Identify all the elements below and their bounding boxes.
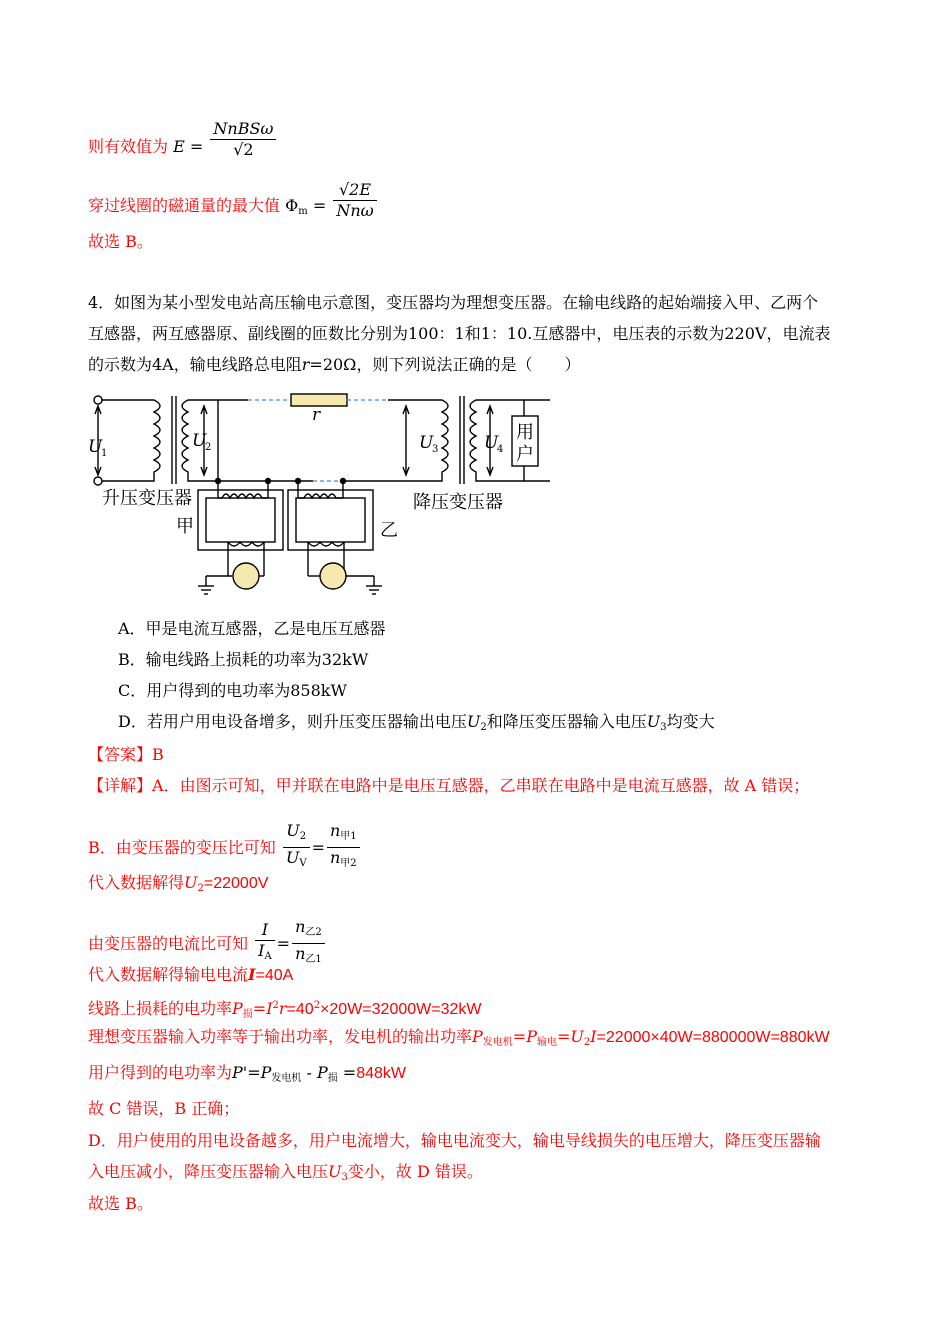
voltage-ratio-fraction: $\frac{U_2}{U_V}$: [283, 821, 310, 874]
label-U2-sub: 2: [205, 442, 212, 453]
question-line-1: 4．如图为某小型发电站高压输电示意图，变压器均为理想变压器。在输电线路的起始端接入甲、乙两个: [88, 293, 819, 312]
detail-a-line: [88, 775, 809, 797]
flux-fraction: [333, 180, 376, 221]
ratio-voltage-line: B．由变压器的变压比可知 $\frac{U_2}{U_V}$ = $\frac{n_{甲1}}{n_{甲2}}$: [88, 822, 362, 875]
label-user-bottom: 户: [516, 444, 534, 465]
flux-lhs: Φ: [285, 196, 299, 215]
solve-u2-line: 代入数据解得$U_2=22000V$: [88, 873, 269, 894]
detail-d-line-1: D．用户使用的用电设备越多，用户电流增大，输电电流变大，输电导线损失的电压增大，降压变压器输: [88, 1131, 821, 1150]
detail-a: A．由图示可知，甲并联在电路中是电压互感器，乙串联在电路中是电流互感器，故 A 错误；: [152, 776, 810, 795]
flux-max-line: 穿过线圈的磁通量的最大值 $\Phi_m$ = $\frac{√2E}{\text{Nnω}}$: [88, 186, 379, 227]
current-turns-fraction: $\frac{n_{乙2}}{n_{乙1}}$: [292, 917, 325, 970]
detail-d-line-2: 入电压减小，降压变压器输入电压$U_3$变小，故 D 错误。: [88, 1162, 483, 1183]
effective-denominator: √2: [233, 140, 254, 159]
flux-denominator: Nnω: [336, 201, 374, 220]
label-yi: 乙: [380, 520, 398, 541]
voltmeter: [233, 563, 259, 589]
question-line-3-a: 的示数为4A，输电线路总电阻: [88, 355, 302, 374]
label-U1: U: [88, 437, 103, 457]
prev-choose: 故选 B。: [88, 232, 153, 251]
effective-lhs: E: [173, 137, 185, 156]
question-line-3-b: =20Ω，则下列说法正确的是（ ）: [309, 355, 581, 374]
ammeter: [320, 563, 346, 589]
loss-power-line: 线路上损耗的电功率$P_损=I^2r=40^2\times 20W=32000W=32kW$: [88, 999, 482, 1020]
conclude-c-line: 故 C 错误，B 正确；: [88, 1099, 240, 1118]
label-jia: 甲: [176, 516, 194, 537]
option-a[interactable]: A．甲是电流互感器，乙是电压互感器: [118, 619, 386, 638]
label-U3: U: [419, 433, 434, 453]
terminal-top: [94, 396, 102, 404]
solve-i-line: 代入数据解得输电电流I=40A: [88, 965, 294, 984]
user-power-line: 用户得到的电功率为$P'=P_{发电机} - P_损 =848kW$: [88, 1063, 406, 1084]
option-d[interactable]: D．若用户用电设备增多，则升压变压器输出电压$U_2$和降压变压器输入电压$U_3$均变大: [118, 712, 715, 733]
transformer-yi: [288, 490, 373, 550]
generator-power-line: 理想变压器输入功率等于输出功率，发电机的输出功率$P_{发电机}=P_{输电}=U_2I=22000\times 40W=880000W=880kW$: [88, 1027, 830, 1048]
option-c[interactable]: C．用户得到的电功率为858kW: [118, 681, 347, 700]
flux-prefix: 穿过线圈的磁通量的最大值: [88, 196, 281, 215]
effective-value-line: 则有效值为 E = $\frac{\text{NnBSω}}{√2}$: [88, 127, 278, 168]
label-U2: U: [192, 431, 207, 451]
effective-numerator: NnBSω: [210, 119, 276, 140]
label-step-down: 降压变压器: [413, 492, 503, 513]
label-U3-sub: 3: [432, 444, 439, 455]
answer-label: 【答案】B: [88, 745, 164, 764]
final-choose: 故选 B。: [88, 1194, 153, 1213]
turns-ratio-fraction: $\frac{n_{甲1}}{n_{甲2}}$: [327, 821, 360, 874]
detail-label: 【详解】: [88, 776, 153, 795]
label-U4-sub: 4: [497, 444, 504, 455]
effective-value-prefix: 则有效值为: [88, 137, 169, 156]
transmission-circuit-diagram: [88, 386, 553, 601]
flux-sub: m: [298, 206, 308, 217]
option-b[interactable]: B．输电线路上损耗的功率为32kW: [118, 650, 369, 669]
flux-numerator: √2E: [333, 180, 376, 201]
question-line-3: [88, 354, 580, 376]
current-ratio-fraction: $\frac{I}{I_A}$: [255, 920, 275, 967]
effective-fraction: [210, 119, 276, 160]
label-U4: U: [484, 433, 499, 453]
transformer-jia: [198, 490, 283, 550]
question-line-3-r: r: [301, 355, 310, 374]
question-line-2: 互感器，两互感器原、副线圈的匝数比分别为100：1和1：10.互感器中，电压表的示数为220V，电流表: [88, 324, 831, 343]
label-U1-sub: 1: [101, 448, 108, 459]
label-step-up: 升压变压器: [102, 488, 192, 509]
label-r: r: [312, 405, 321, 425]
label-user-top: 用: [516, 422, 534, 443]
ratio-current-line: 由变压器的电流比可知 $\frac{I}{I_A}$ = $\frac{n_{乙2}}{n_{乙1}}$: [88, 918, 327, 971]
terminal-bottom: [94, 477, 102, 485]
